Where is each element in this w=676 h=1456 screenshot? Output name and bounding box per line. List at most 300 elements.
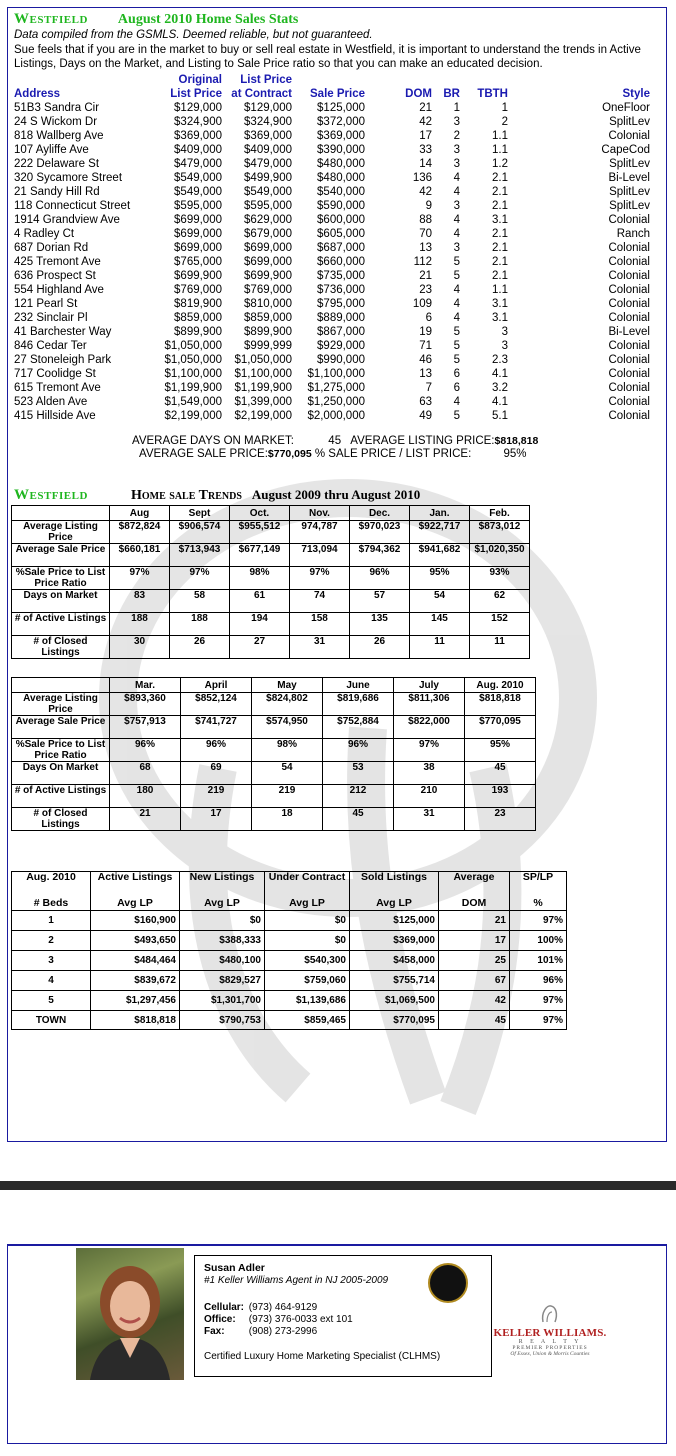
trend-row (12, 521, 530, 544)
sale-address: 615 Tremont Ave (14, 382, 101, 394)
sale-dom: 136 (412, 172, 432, 184)
sale-br: 5 (453, 270, 460, 282)
trend-row (12, 636, 530, 659)
trend-cell: 57 (350, 590, 410, 613)
beds-cell: $770,095 (350, 1011, 439, 1030)
sale-style: Ranch (616, 228, 650, 240)
sale-lcp: $699,900 (244, 270, 292, 282)
sale-br: 5 (453, 256, 460, 268)
trend-cell: 45 (323, 808, 394, 831)
header-style: Style (622, 88, 650, 100)
sale-address: 232 Sinclair Pl (14, 312, 88, 324)
sale-orig: $819,900 (174, 298, 222, 310)
sale-sale: $687,000 (317, 242, 365, 254)
beds-subheader: % (510, 896, 567, 911)
trend-cell: 31 (394, 808, 465, 831)
beds-cell: $790,753 (180, 1011, 265, 1030)
sale-br: 4 (453, 172, 460, 184)
trend-row (12, 785, 536, 808)
trend-row (12, 613, 530, 636)
sale-br: 5 (453, 340, 460, 352)
beds-cell: $818,818 (91, 1011, 180, 1030)
trend-cell: 54 (252, 762, 323, 785)
sale-sale: $795,000 (317, 298, 365, 310)
sale-orig: $699,000 (174, 228, 222, 240)
sale-row (14, 213, 660, 227)
trend-cell: 96% (110, 739, 181, 762)
beds-cell: $125,000 (350, 911, 439, 931)
sale-orig: $699,000 (174, 214, 222, 226)
sale-row (14, 283, 660, 297)
sale-address: 717 Coolidge St (14, 368, 96, 380)
beds-header-row (12, 872, 567, 897)
trend-cell: $893,360 (110, 693, 181, 716)
sale-tbth: 2.3 (492, 354, 508, 366)
sale-orig: $765,000 (174, 256, 222, 268)
trend-cell: 219 (252, 785, 323, 808)
sale-style: Colonial (608, 410, 650, 422)
trend-corner (12, 506, 110, 521)
trend-cell: $757,913 (110, 716, 181, 739)
bedrooms-table (11, 871, 567, 1030)
sale-orig: $1,050,000 (164, 354, 222, 366)
trend-cell: 17 (181, 808, 252, 831)
sale-style: SplitLev (609, 116, 650, 128)
sale-lcp: $2,199,000 (234, 410, 292, 422)
trends-brand: Westfield (14, 487, 88, 503)
sale-dom: 21 (419, 102, 432, 114)
trends-title: Home sale Trends (131, 488, 242, 503)
sale-tbth: 2.1 (492, 256, 508, 268)
sale-dom: 70 (419, 228, 432, 240)
trend-row (12, 567, 530, 590)
beds-cell: $839,672 (91, 971, 180, 991)
trend-row (12, 739, 536, 762)
trend-cell: $677,149 (230, 544, 290, 567)
avg-dom-label: AVERAGE DAYS ON MARKET: (132, 435, 294, 447)
sale-br: 4 (453, 228, 460, 240)
sale-row (14, 311, 660, 325)
sale-dom: 71 (419, 340, 432, 352)
sale-sale: $605,000 (317, 228, 365, 240)
beds-cell: $0 (265, 911, 350, 931)
trends-period: August 2009 thru August 2010 (251, 487, 421, 502)
sale-address: 222 Delaware St (14, 158, 100, 170)
sale-address: 118 Connecticut Street (14, 200, 131, 212)
sale-address: 4 Radley Ct (14, 228, 75, 240)
sale-sale: $889,000 (317, 312, 365, 324)
sale-br: 4 (453, 312, 460, 324)
sale-dom: 49 (419, 410, 432, 422)
header-br: BR (443, 88, 460, 100)
agent-photo (76, 1248, 184, 1380)
trend-cell: $922,717 (410, 521, 470, 544)
beds-cell: $540,300 (265, 951, 350, 971)
sale-dom: 63 (419, 396, 432, 408)
sale-sale: $372,000 (317, 116, 365, 128)
sale-tbth: 1.2 (492, 158, 508, 170)
beds-cell: 97% (510, 1011, 567, 1030)
sale-sale: $1,250,000 (307, 396, 365, 408)
agent-card (7, 1244, 667, 1444)
trend-cell: $970,023 (350, 521, 410, 544)
averages-summary (14, 435, 660, 461)
sale-br: 3 (453, 200, 460, 212)
sale-style: CapeCod (601, 144, 650, 156)
beds-cell: $1,069,500 (350, 991, 439, 1011)
trend-month: Nov. (290, 506, 350, 521)
trend-cell: 98% (252, 739, 323, 762)
trend-cell: $752,884 (323, 716, 394, 739)
trend-cell: 158 (290, 613, 350, 636)
beds-cell: 45 (439, 1011, 510, 1030)
sale-row (14, 381, 660, 395)
sale-row (14, 339, 660, 353)
sale-sale: $600,000 (317, 214, 365, 226)
beds-cell: $755,714 (350, 971, 439, 991)
sale-lcp: $859,000 (244, 312, 292, 324)
trend-cell: 11 (410, 636, 470, 659)
sale-orig: $859,000 (174, 312, 222, 324)
sale-tbth: 4.1 (492, 396, 508, 408)
header-sale-price: Sale Price (310, 88, 365, 100)
beds-subheader-row (12, 896, 567, 911)
sale-tbth: 3.2 (492, 382, 508, 394)
trend-cell: 62 (470, 590, 530, 613)
sale-tbth: 1.1 (492, 144, 508, 156)
trend-cell: 54 (410, 590, 470, 613)
sale-style: Colonial (608, 270, 650, 282)
keller-williams-logo (490, 1327, 610, 1357)
sale-lcp: $549,000 (244, 186, 292, 198)
sale-tbth: 3 (501, 340, 508, 352)
trend-cell: 58 (170, 590, 230, 613)
sale-dom: 7 (425, 382, 432, 394)
sale-row (14, 297, 660, 311)
beds-cell: TOWN (12, 1011, 91, 1030)
beds-cell: $480,100 (180, 951, 265, 971)
trend-cell: 30 (110, 636, 170, 659)
sale-sale: $480,000 (317, 172, 365, 184)
trend-cell: $741,727 (181, 716, 252, 739)
kw-name: KELLER WILLIAMS. (493, 1327, 607, 1339)
header-tbth: TBTH (477, 88, 508, 100)
trend-cell: 18 (252, 808, 323, 831)
trend-cell: 135 (350, 613, 410, 636)
sale-br: 3 (453, 242, 460, 254)
sale-dom: 42 (419, 186, 432, 198)
sale-br: 2 (453, 130, 460, 142)
sale-tbth: 1 (501, 102, 508, 114)
sale-row (14, 171, 660, 185)
sale-sale: $390,000 (317, 144, 365, 156)
sale-tbth: 2.1 (492, 186, 508, 198)
trend-row-label: # of Active Listings (12, 785, 110, 808)
trend-cell: $872,824 (110, 521, 170, 544)
beds-cell: 96% (510, 971, 567, 991)
data-source-note: Data compiled from the GSMLS. Deemed reliable, but not guaranteed. (14, 29, 373, 41)
trend-row (12, 762, 536, 785)
sale-tbth: 2 (501, 116, 508, 128)
sale-style: SplitLev (609, 158, 650, 170)
trend-cell: $906,574 (170, 521, 230, 544)
sale-address: 636 Prospect St (14, 270, 96, 282)
sale-sale: $867,000 (317, 326, 365, 338)
sale-lcp: $899,900 (244, 326, 292, 338)
sale-lcp: $595,000 (244, 200, 292, 212)
trend-cell: 53 (323, 762, 394, 785)
sale-lcp: $769,000 (244, 284, 292, 296)
beds-cell: $0 (265, 931, 350, 951)
trend-cell: 97% (394, 739, 465, 762)
beds-cell: 67 (439, 971, 510, 991)
trend-cell: 193 (465, 785, 536, 808)
sale-orig: $129,000 (174, 102, 222, 114)
header-list-price: List Price (240, 74, 292, 86)
trend-cell: 713,094 (290, 544, 350, 567)
sale-address: 41 Barchester Way (14, 326, 112, 338)
sale-orig: $1,050,000 (164, 340, 222, 352)
sales-header-top (14, 73, 660, 87)
beds-cell: $388,333 (180, 931, 265, 951)
beds-cell: $0 (180, 911, 265, 931)
sale-lcp: $629,000 (244, 214, 292, 226)
sale-style: SplitLev (609, 200, 650, 212)
trend-cell: 21 (110, 808, 181, 831)
sale-tbth: 2.1 (492, 242, 508, 254)
sale-orig: $595,000 (174, 200, 222, 212)
sale-dom: 9 (425, 200, 432, 212)
sale-tbth: 3 (501, 326, 508, 338)
trend-month: April (181, 678, 252, 693)
stats-panel (7, 7, 667, 1142)
office-number[interactable]: (973) 376-0033 ext 101 (248, 1314, 353, 1325)
brand-westfield: Westfield (14, 11, 88, 27)
trend-cell: $955,512 (230, 521, 290, 544)
avg-dom-value: 45 (328, 435, 342, 447)
trend-month: Aug (110, 506, 170, 521)
trend-row-label: Average Listing Price (12, 521, 110, 544)
sale-style: Bi-Level (608, 326, 650, 338)
sale-br: 4 (453, 284, 460, 296)
sale-dom: 33 (419, 144, 432, 156)
trend-cell: 11 (470, 636, 530, 659)
trend-month: Oct. (230, 506, 290, 521)
trend-row-label: Average Sale Price (12, 544, 110, 567)
trend-cell: 219 (181, 785, 252, 808)
trend-cell: $819,686 (323, 693, 394, 716)
sale-br: 4 (453, 186, 460, 198)
beds-header: SP/LP (510, 872, 567, 897)
sale-orig: $899,900 (174, 326, 222, 338)
sale-address: 21 Sandy Hill Rd (14, 186, 100, 198)
trend-cell: 45 (465, 762, 536, 785)
sale-orig: $369,000 (174, 130, 222, 142)
sale-row (14, 129, 660, 143)
sale-address: 1914 Grandview Ave (14, 214, 120, 226)
sale-lcp: $479,000 (244, 158, 292, 170)
cell-number[interactable]: (973) 464-9129 (248, 1302, 318, 1313)
sale-row (14, 269, 660, 283)
page-header (14, 11, 660, 29)
sale-dom: 23 (419, 284, 432, 296)
sale-style: SplitLev (609, 186, 650, 198)
trend-row (12, 590, 530, 613)
sale-style: Colonial (608, 298, 650, 310)
office-label: Office: (204, 1314, 236, 1325)
sale-tbth: 2.1 (492, 270, 508, 282)
sale-row (14, 143, 660, 157)
beds-cell: 97% (510, 991, 567, 1011)
beds-header: Active Listings (91, 872, 180, 897)
sale-address: 425 Tremont Ave (14, 256, 101, 268)
beds-cell: $859,465 (265, 1011, 350, 1030)
sale-style: Colonial (608, 242, 650, 254)
sale-tbth: 5.1 (492, 410, 508, 422)
sale-row (14, 185, 660, 199)
beds-row (12, 1011, 567, 1030)
trend-cell: 96% (323, 739, 394, 762)
trend-cell: 69 (181, 762, 252, 785)
header-at-contract: at Contract (231, 88, 292, 100)
sale-dom: 112 (413, 256, 432, 268)
beds-row (12, 971, 567, 991)
header-orig-list: List Price (170, 88, 222, 100)
avg-ratio-value: 95% (503, 448, 527, 460)
trends-header (14, 487, 660, 503)
trend-cell: 27 (230, 636, 290, 659)
sale-br: 3 (453, 144, 460, 156)
trend-row-label: Days on Market (12, 590, 110, 613)
trend-cell: 26 (170, 636, 230, 659)
sale-sale: $929,000 (317, 340, 365, 352)
sale-orig: $1,199,900 (164, 382, 222, 394)
trend-row-label: Average Sale Price (12, 716, 110, 739)
trend-cell: $818,818 (465, 693, 536, 716)
trend-cell: 188 (110, 613, 170, 636)
trend-cell: $574,950 (252, 716, 323, 739)
sales-header (14, 87, 660, 101)
trend-cell: 93% (470, 567, 530, 590)
sale-sale: $125,000 (317, 102, 365, 114)
sale-lcp: $1,050,000 (234, 354, 292, 366)
sale-lcp: $1,199,900 (234, 382, 292, 394)
sale-sale: $2,000,000 (307, 410, 365, 422)
sale-tbth: 3.1 (492, 298, 508, 310)
sale-style: Bi-Level (608, 172, 650, 184)
sale-orig: $549,000 (174, 186, 222, 198)
trend-cell: 98% (230, 567, 290, 590)
trend-cell: $811,306 (394, 693, 465, 716)
sale-sale: $735,000 (317, 270, 365, 282)
sale-dom: 88 (419, 214, 432, 226)
beds-cell: 2 (12, 931, 91, 951)
beds-subheader: # Beds (12, 896, 91, 911)
trend-cell: 180 (110, 785, 181, 808)
sale-orig: $479,000 (174, 158, 222, 170)
avg-ratio-label: % SALE PRICE / LIST PRICE: (314, 448, 472, 460)
sale-address: 846 Cedar Ter (14, 340, 87, 352)
sale-orig: $699,900 (174, 270, 222, 282)
sale-dom: 19 (419, 326, 432, 338)
sale-address: 24 S Wickom Dr (14, 116, 98, 128)
trend-cell: 95% (410, 567, 470, 590)
sale-address: 121 Pearl St (14, 298, 78, 310)
sale-lcp: $999,999 (244, 340, 292, 352)
sale-style: Colonial (608, 214, 650, 226)
sale-address: 107 Ayliffe Ave (14, 144, 89, 156)
trend-cell: 26 (350, 636, 410, 659)
fax-label: Fax: (204, 1326, 225, 1337)
avg-sale-value: $770,095 (267, 448, 312, 460)
trend-cell: $1,020,350 (470, 544, 530, 567)
trend-cell: 96% (350, 567, 410, 590)
trend-cell: 61 (230, 590, 290, 613)
beds-subheader: Avg LP (265, 896, 350, 911)
sale-dom: 6 (425, 312, 432, 324)
sale-tbth: 2.1 (492, 172, 508, 184)
trend-row (12, 716, 536, 739)
sale-tbth: 2.1 (492, 200, 508, 212)
sale-dom: 14 (419, 158, 432, 170)
beds-subheader: DOM (439, 896, 510, 911)
beds-subheader: Avg LP (180, 896, 265, 911)
trend-row (12, 693, 536, 716)
trend-cell: 23 (465, 808, 536, 831)
sale-tbth: 1.1 (492, 130, 508, 142)
sale-sale: $480,000 (317, 158, 365, 170)
sale-style: Colonial (608, 354, 650, 366)
sale-br: 5 (453, 354, 460, 366)
sale-dom: 13 (419, 242, 432, 254)
sale-sale: $1,100,000 (307, 368, 365, 380)
beds-cell: 5 (12, 991, 91, 1011)
header-dom: DOM (405, 88, 432, 100)
sale-orig: $1,100,000 (164, 368, 222, 380)
sale-tbth: 4.1 (492, 368, 508, 380)
trend-row-label: # of Closed Listings (12, 636, 110, 659)
sale-sale: $369,000 (317, 130, 365, 142)
trend-header-row (12, 678, 536, 693)
trend-cell: $794,362 (350, 544, 410, 567)
sale-row (14, 101, 660, 115)
trend-cell: 96% (181, 739, 252, 762)
sale-orig: $699,000 (174, 242, 222, 254)
sale-br: 4 (453, 396, 460, 408)
sale-lcp: $324,900 (244, 116, 292, 128)
beds-row (12, 911, 567, 931)
trend-cell: 74 (290, 590, 350, 613)
beds-cell: $829,527 (180, 971, 265, 991)
sale-orig: $769,000 (174, 284, 222, 296)
sale-lcp: $699,000 (244, 256, 292, 268)
beds-cell: 42 (439, 991, 510, 1011)
trend-corner (12, 678, 110, 693)
sale-br: 4 (453, 214, 460, 226)
trend-cell: 95% (465, 739, 536, 762)
sale-row (14, 199, 660, 213)
agent-certification: Certified Luxury Home Marketing Specialist (CLHMS) (204, 1351, 441, 1362)
trend-cell: $822,000 (394, 716, 465, 739)
sale-sale: $660,000 (317, 256, 365, 268)
sale-row (14, 227, 660, 241)
trend-row-label: Average Listing Price (12, 693, 110, 716)
sale-address: 687 Dorian Rd (14, 242, 89, 254)
intro-text: Sue feels that if you are in the market to buy or sell real estate in Westfield, it is important to understand the trends in Active Listings, Days on the Market, and Listing to Sale Price ratio so that you can make an educated decision. (14, 44, 641, 70)
beds-cell: $1,301,700 (180, 991, 265, 1011)
sale-dom: 42 (419, 116, 432, 128)
sale-row (14, 157, 660, 171)
